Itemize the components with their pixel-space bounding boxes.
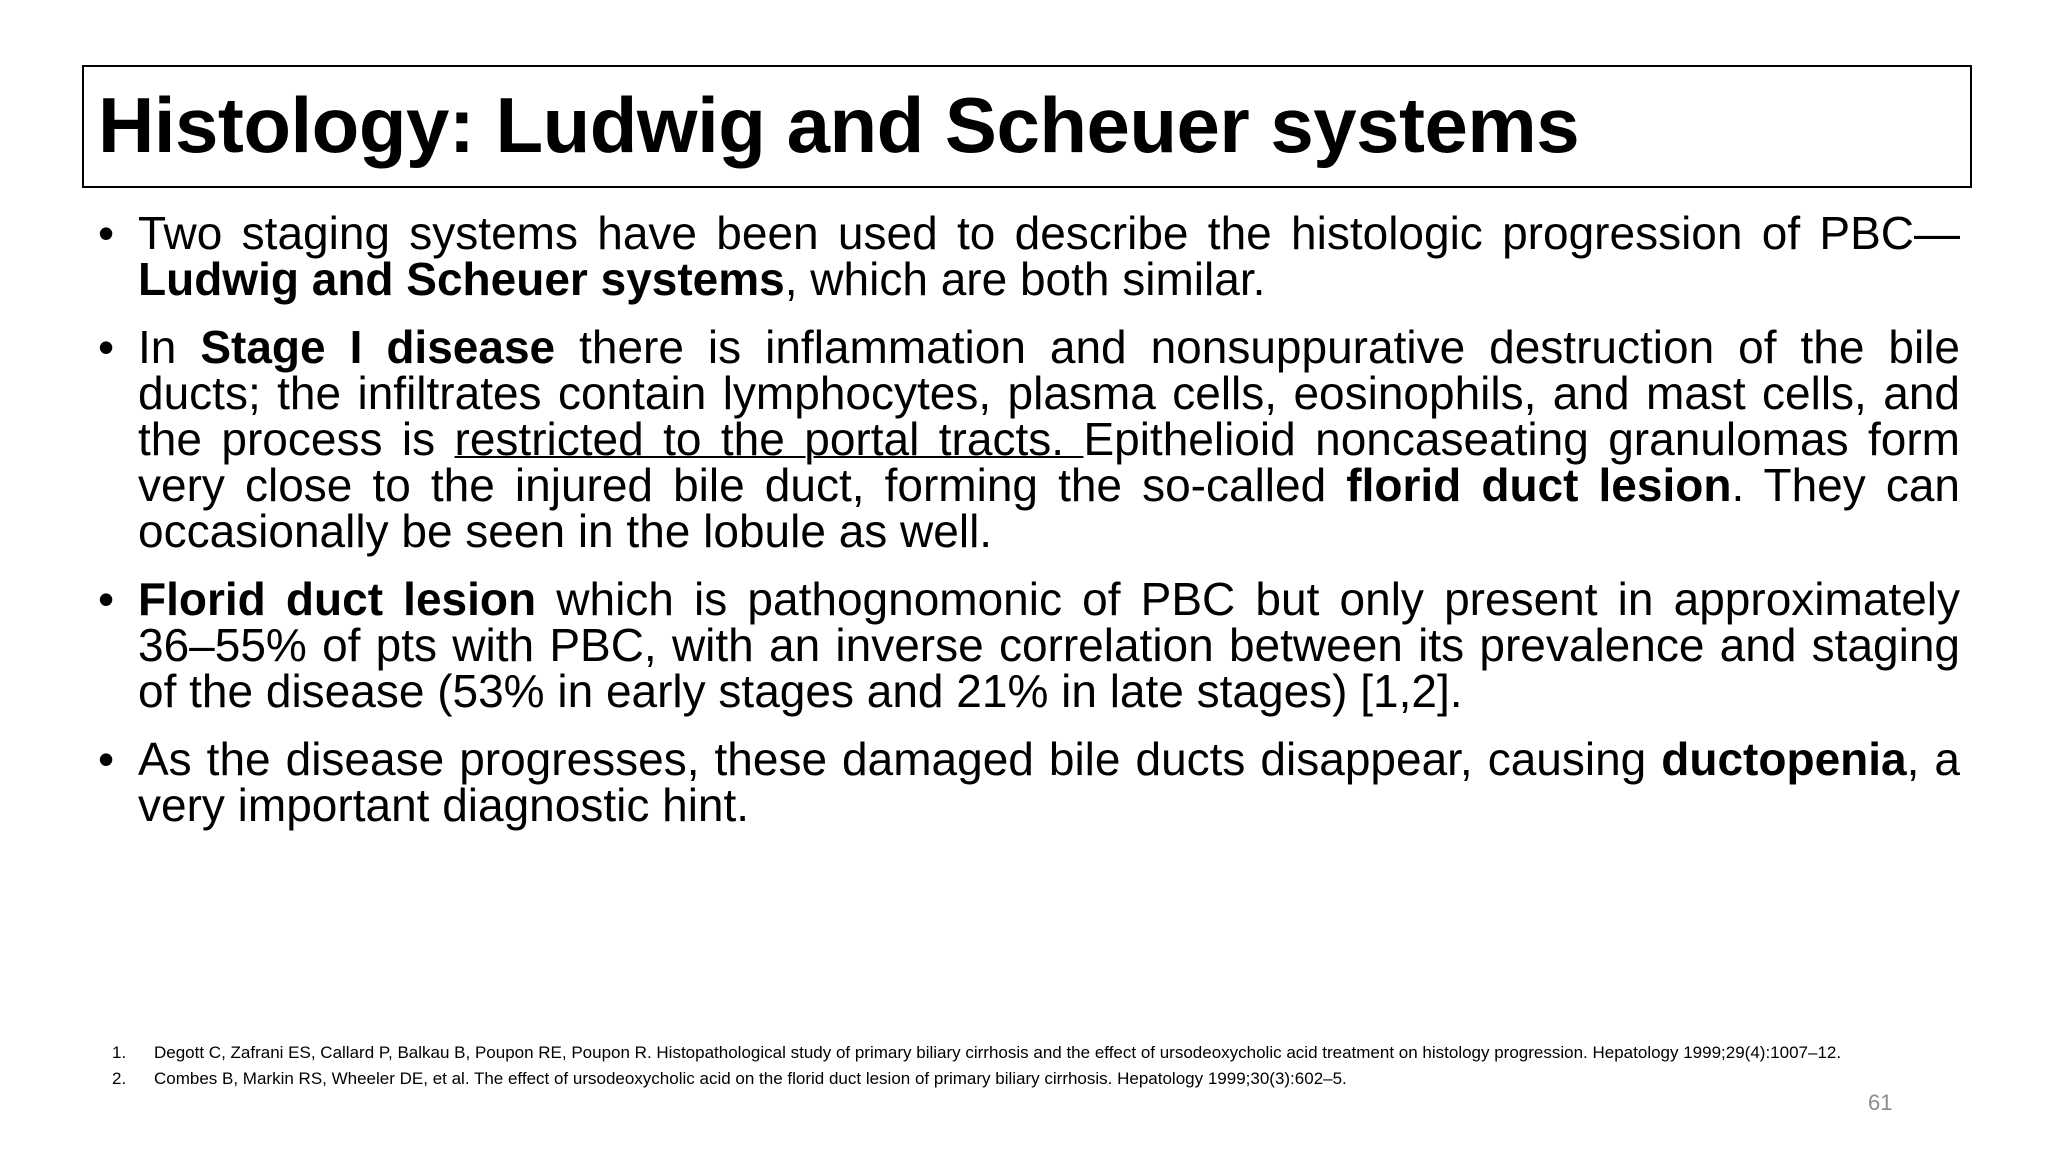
bullet-text: there is inflammation and nonsuppurative destruction of the bile ducts; the infiltrates contain lymphocytes, plasma cells, eosinophils, and mast cells, and the process is bbox=[138, 321, 1960, 465]
reference-text: Degott C, Zafrani ES, Callard P, Balkau B, Poupon RE, Poupon R. Histopathological study of primary biliary cirrhosis and the effect of ursodeoxycholic acid treatment on histology progression. Hepatology 1999;29(4):1007–12. bbox=[154, 1043, 1842, 1062]
reference-item bbox=[112, 1040, 1912, 1066]
underlined-text: restricted to the portal tracts. bbox=[454, 413, 1084, 465]
bullet-item bbox=[98, 321, 1960, 557]
bullet-text: . They can occasionally be seen in the lobule as well. bbox=[138, 459, 1960, 557]
bullet-item bbox=[98, 733, 1960, 831]
bullet-list bbox=[98, 207, 1960, 850]
bullet-item bbox=[98, 573, 1960, 717]
page-number: 61 bbox=[1868, 1090, 1893, 1115]
bullet-text: which is pathognomonic of PBC but only present in approximately 36–55% of pts with PBC, with an inverse correlation between its prevalence and staging of the disease (53% in early stages and 21% in late stages) [1,2]. bbox=[138, 573, 1960, 717]
reference-list bbox=[112, 1040, 1912, 1092]
bullet-text: , which are both similar. bbox=[784, 253, 1266, 305]
bullet-text: , a very important diagnostic hint. bbox=[138, 733, 1960, 831]
reference-number: 1. bbox=[112, 1043, 127, 1062]
bold-text: ductopenia bbox=[1661, 733, 1907, 785]
slide-title: Histology: Ludwig and Scheuer systems bbox=[98, 81, 1580, 169]
bullet-text: In bbox=[138, 321, 201, 373]
bold-text: Florid duct lesion bbox=[138, 573, 537, 625]
bullet-text: Epithelioid noncaseating granulomas form very close to the injured bile duct, forming the so-called bbox=[138, 413, 1960, 511]
bold-text: Stage I disease bbox=[200, 321, 556, 373]
title-box bbox=[82, 65, 1972, 188]
bold-text: florid duct lesion bbox=[1346, 459, 1732, 511]
reference-number: 2. bbox=[112, 1069, 127, 1088]
bold-text: Ludwig and Scheuer systems bbox=[138, 253, 785, 305]
reference-text: Combes B, Markin RS, Wheeler DE, et al. The effect of ursodeoxycholic acid on the florid duct lesion of primary biliary cirrhosis. Hepatology 1999;30(3):602–5. bbox=[154, 1069, 1347, 1088]
bullet-text: As the disease progresses, these damaged bile ducts disappear, causing bbox=[138, 733, 1662, 785]
bullet-text: Two staging systems have been used to describe the histologic progression of PBC— bbox=[138, 207, 1960, 259]
reference-item bbox=[112, 1066, 1912, 1092]
bullet-item bbox=[98, 207, 1960, 305]
